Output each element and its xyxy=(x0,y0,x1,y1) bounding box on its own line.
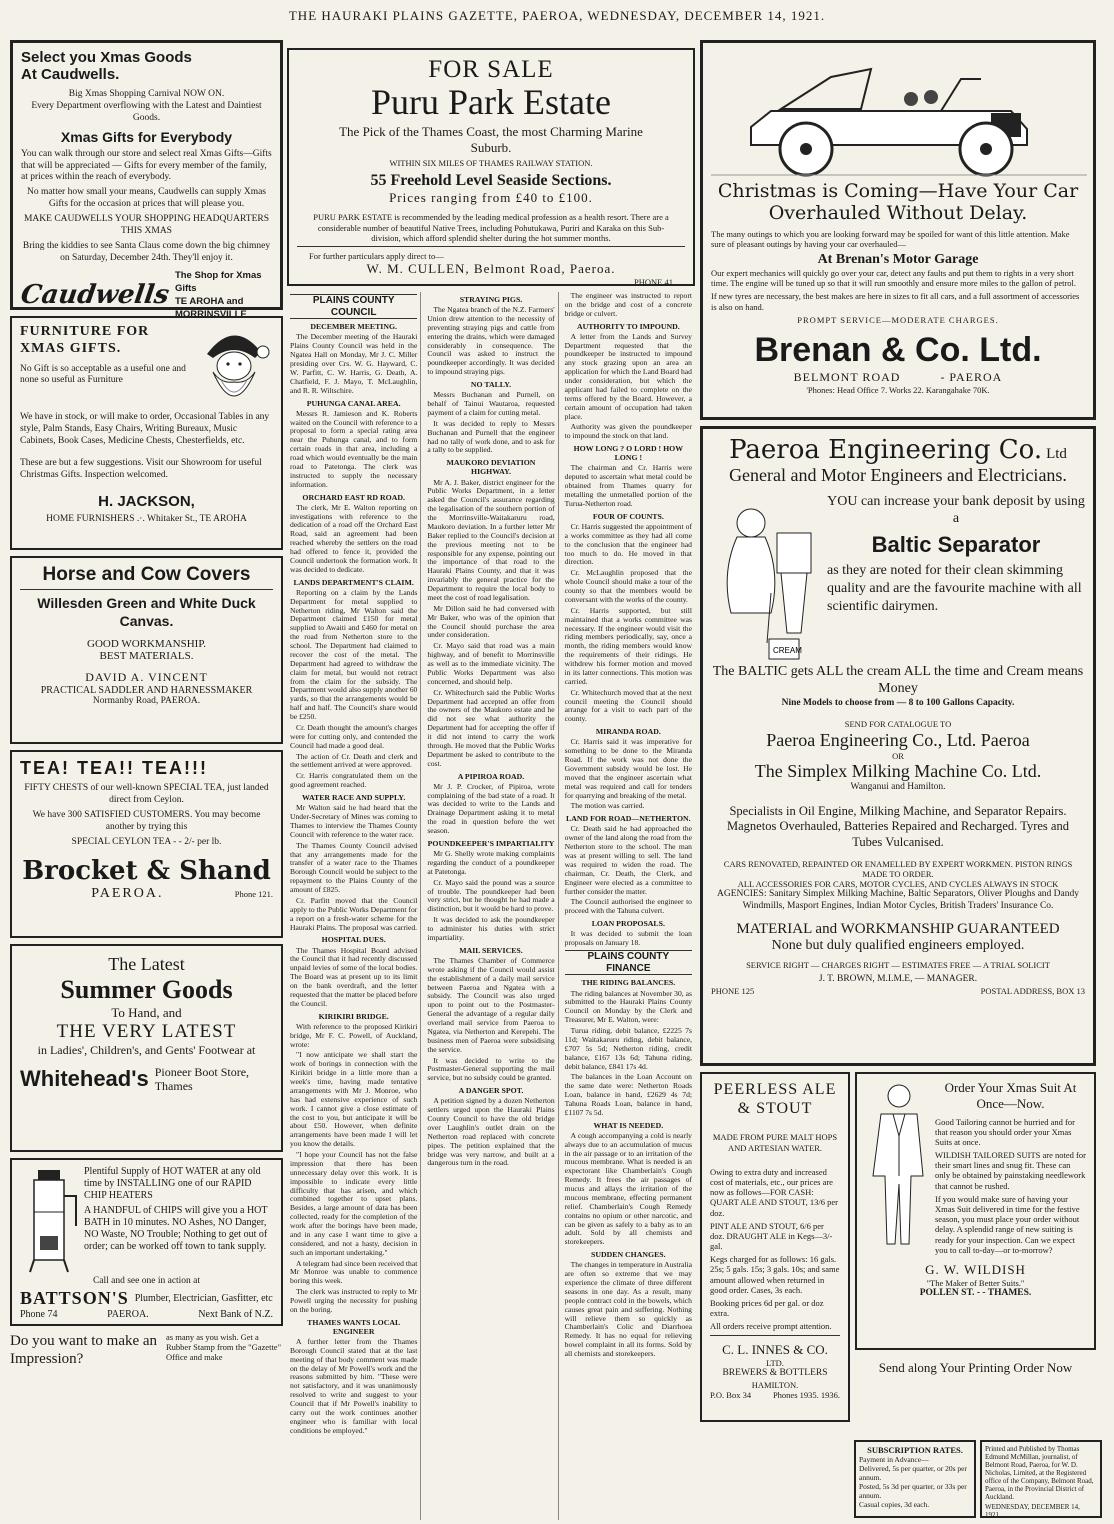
whitehead-line4: THE VERY LATEST xyxy=(56,1021,237,1042)
news-paragraph: It was decided to write to the Postmaster-General supporting the mail service, but no subsidy could be granted. xyxy=(427,1055,555,1083)
lower-right-ads xyxy=(700,1072,1096,1422)
news-paragraph: Turua riding, debit balance, £2225 7s 11d; Waitakaruru riding, debit balance, £707 5s 5d; Netherton riding, credit balance, £167 13s 6d; Tahuna riding, debit balance, £841 17s 4d. xyxy=(564,1026,692,1071)
motor-car-icon xyxy=(711,49,1087,181)
impression-text: as many as you wish. Get a Rubber Stamp from the "Gazette" Office and make xyxy=(166,1332,282,1363)
news-columns xyxy=(287,292,695,1520)
peerless-para3: PINT ALE AND STOUT, 6/6 per doz. DRAUGHT ALE in Kegs—3/- gal. xyxy=(710,1220,833,1252)
wildish-name: G. W. WILDISH xyxy=(925,1261,1026,1277)
engineering-catalogue: SEND FOR CATALOGUE TO xyxy=(844,719,952,730)
innes-brewers: BREWERS & BOTTLERS xyxy=(722,1367,828,1378)
news-paragraph: Mr J. P. Crocker, of Pipiroa, wrote complaining of the bad state of a road. It was decided to write to the Lands and Drainage Department asking it to metal the road in question before the wet season. xyxy=(427,781,555,836)
news-paragraph: The balances in the Loan Account on the same date were: Netherton Roads Loan, balance in hand, £2629 4s 7d; Tahuna Roads Loan, balance in hand, £1107 7s 5d. xyxy=(564,1072,692,1117)
puru-for-sale: FOR SALE xyxy=(428,56,554,83)
caudwells-heading: Select you Xmas Goods xyxy=(21,49,192,66)
engineering-specialists: Specialists in Oil Engine, Milking Machine, and Separator Repairs. Magnetos Overhauled, Batteries Repaired and Recharged. Tyres and Tubes Vulcanised. xyxy=(727,803,1069,849)
jackson-name: H. JACKSON, xyxy=(98,493,195,511)
news-paragraph: "I hope your Council has not the false impression that there has been unnecessary delay over this work. It is impossible to indicate every little difficulty that has arisen, and which combined together to upset plans. Besides, a large amount of data has been collected, ready for the completion of the work after the borings have been made, and in any case I want time to give a considered, and not a hasty, decision in such an important undertaking." xyxy=(290,1150,418,1257)
puru-agent: W. M. CULLEN, Belmont Road, Paeroa. xyxy=(366,261,616,277)
wildish-para1: Good Tailoring cannot be hurried and for that reason you should order your Xmas Suits at once. xyxy=(935,1116,1075,1147)
brenan-town: - PAEROA xyxy=(940,370,1003,384)
news-paragraph: The motion was carried. xyxy=(570,801,645,811)
news-paragraph: Cr. Death said he had approached the owner of the land along the road from the Netherton store to the school. The man was at present willing to sell. The land was required to widen the road. The chairman, Cr. Death, the Clerk, and Engineer were elected as a committee to further consider the matter. xyxy=(564,824,692,896)
caudwells-para1: You can walk through our store and select real Xmas Gifts—Gifts that will be appreciated — Gifts for every member of the family, at prices within the reach of everybody. xyxy=(21,148,272,183)
right-column xyxy=(700,40,1096,1422)
imprint-box xyxy=(980,1440,1102,1518)
news-subheading: POUNDKEEPER'S IMPARTIALITY xyxy=(427,838,555,848)
news-subheading: PUHUNGA CANAL AREA. xyxy=(306,398,401,408)
whitehead-line5: in Ladies', Children's, and Gents' Footwear at xyxy=(37,1043,256,1057)
peerless-para6: All orders receive prompt attention. xyxy=(710,1321,832,1332)
battson-ad xyxy=(10,1158,283,1326)
news-paragraph: Mr G. Shelly wrote making complaints regarding the conduct of a poundkeeper at Patetonga. xyxy=(427,849,555,876)
news-subheading: WHAT IS NEEDED. xyxy=(593,1120,664,1130)
news-paragraph: It was decided to reply to Messrs Buchanan and Purnell that the engineer had no tally of work done, and to ask for a tally to be supplied. xyxy=(427,418,555,455)
simplex-name: The Simplex Milking Machine Co. Ltd. xyxy=(754,760,1042,781)
news-paragraph: "I now anticipate we shall start the work of borings in connection with the Kirikiri bridge in a little more than a week's time, having made tentative arrangements with Mr J. Monroe, who has had extensive experience of such work. I cannot give a close estimate of the cost to you, but anticipate it will be about £50. However, when definite arrangements have been made I will let you know the details. xyxy=(290,1050,418,1149)
battson-trade: Plumber, Electrician, Gasfitter, etc xyxy=(134,1292,273,1304)
caudwells-line1: Big Xmas Shopping Carnival NOW ON. xyxy=(68,89,225,99)
engineering-service: SERVICE RIGHT — CHARGES RIGHT — ESTIMATES FREE — A TRIAL SOLICIT xyxy=(746,959,1050,970)
innes-ltd: LTD. xyxy=(766,1357,784,1368)
wildish-address: POLLEN ST. - - THAMES. xyxy=(919,1288,1032,1299)
battson-para2: A HANDFUL of CHIPS will give you a HOT BATH in 10 minutes. NO Ashes, NO Danger, NO Waste, NO Trouble; Nothing to get out of order; can be worked off town to tank supply. xyxy=(84,1205,268,1252)
peerless-para5: Booking prices 6d per gal. or doz extra. xyxy=(710,1298,824,1319)
news-paragraph: Cr. Mayo said that road was a main highway, and of benefit to Morrinsville as well as to the immediate vicinity. The Public Works Department was also concerned, and should help. xyxy=(427,641,555,686)
vincent-address: Normanby Road, PAEROA. xyxy=(92,696,201,707)
wildish-heading: Order Your Xmas Suit At Once—Now. xyxy=(944,1080,1077,1112)
caudwells-gifts-heading: Xmas Gifts for Everybody xyxy=(60,128,233,145)
news-paragraph: Mr Dillon said he had conversed with Mr Baker, who was of the opinion that the Council should purchase the area under consideration. xyxy=(427,603,555,640)
news-paragraph: It was decided to submit the loan proposals on January 18. xyxy=(564,929,692,948)
tea-town: PAEROA. xyxy=(91,886,164,902)
innes-box: P.O. Box 34 xyxy=(710,1389,752,1400)
subscription-heading: SUBSCRIPTION RATES. xyxy=(867,1445,963,1455)
innes-town: HAMILTON. xyxy=(751,1379,799,1390)
subscription-line2: Delivered, 5s per quarter, or 20s per annum. xyxy=(859,1464,967,1483)
wildish-para3: If you would make sure of having your Xmas Suit delivered in time for the festive season, you must place your order without delay. A splendid range of new suiting is ready for your inspection. Can we expect you to call to-day—or to-morrow? xyxy=(935,1193,1080,1255)
news-paragraph: A telegram had since been received that Mr Monroe was unable to commence boring this week. xyxy=(290,1258,418,1286)
news-subheading: MAIL SERVICES. xyxy=(459,945,523,955)
news-paragraph: Cr. Whitechurch moved that at the next council meeting the Council should arrange for a visit to each part of the county. xyxy=(564,687,692,724)
caudwells-tagline: The Shop for Xmas Gifts xyxy=(174,269,262,294)
engineering-ltd: Ltd xyxy=(1046,446,1067,462)
puru-distance: WITHIN SIX MILES OF THAMES RAILWAY STATION. xyxy=(389,158,593,169)
jackson-para2: We have in stock, or will make to order, Occasional Tables in any style, Palm Stands, Easy Chairs, Writing Bureaux, Music Cabinets, Book Cases, Medicine Chests, Chesterfields, etc. xyxy=(20,412,270,446)
news-paragraph: Authority was given the poundkeeper to impound the stock on that land. xyxy=(564,422,692,441)
news-paragraph: The engineer was instructed to report on the bridge and cost of a concrete bridge or culvert. xyxy=(564,291,692,318)
news-paragraph: A further letter from the Thames Borough Council stated that at the last meeting of that body comment was made on the delay of Mr Powell's work and the reasons submitted by him. "These were not satisfactory, and it was unanimously resolved to write and suggest to your Council that if Mr Powell's inability to carry out the work continues another engineer who is familiar with local conditions be employed." xyxy=(290,1336,418,1435)
news-paragraph: The Thames County Council advised that any arrangements made for the transfer of a water race to the Thames Borough Council would be subject to the repayment to the Plains County of the amount of £825. xyxy=(290,840,418,895)
news-paragraph: The riding balances at November 30, as submitted to the Hauraki Plains County Council on Monday by the Clerk and Treasurer, Mr E. Walton, were: xyxy=(564,988,692,1025)
news-paragraph: It was decided to ask the poundkeeper to administer his duties with strict impartiality. xyxy=(427,915,555,942)
vincent-ad xyxy=(10,556,283,744)
news-subheading: A PIPIROA ROAD. xyxy=(457,771,525,781)
news-subheading: THE RIDING BALANCES. xyxy=(581,978,676,988)
puru-prices: Prices ranging from £40 to £100. xyxy=(389,190,593,206)
subscription-line3: Posted, 5s 3d per quarter, or 33s per annum. xyxy=(859,1482,967,1501)
whitehead-name: Whitehead's xyxy=(20,1065,149,1091)
news-paragraph: The December meeting of the Hauraki Plains County Council was held in the Ngatea Hall on Monday, Mr J. C. Miller presiding over Crs. W. G. Hayward, C. W. Parfitt, C. W. Harris, G. Death, A. Chatfield, F. J. Mayo, T. McLaughlin, and R. R. Wiltschire. xyxy=(290,332,418,395)
brenan-service: PROMPT SERVICE—MODERATE CHARGES. xyxy=(797,314,999,325)
brenan-garage: At Brenan's Motor Garage xyxy=(817,252,979,268)
news-paragraph: With reference to the proposed Kirikiri bridge, Mr F. C. Powell, of Auckland, wrote: xyxy=(290,1021,418,1049)
news-paragraph: Cr. Harris said it was imperative for something to be done to the Miranda Road. If the work was not done the Government subsidy would be lost. He moved that the engineer ascertain what metal was required and call for tenders for quarrying and breaking of the metal. xyxy=(564,737,692,800)
vincent-name: DAVID A. VINCENT xyxy=(85,670,208,685)
brenan-para3: If new tyres are necessary, the best makes are here in sizes to fit all cars, and a full assortment of accessories is also on hand. xyxy=(711,291,1080,312)
separator-machine-icon xyxy=(711,493,821,663)
impression-heading: Do you want to make an Impression? xyxy=(10,1333,158,1367)
engineering-para2: as they are noted for their clean skimming quality and are the favourite machine with all scientific dairymen. xyxy=(827,562,1082,614)
whitehead-line3: To Hand, and xyxy=(111,1005,182,1020)
engineering-para3: The BALTIC gets ALL the cream ALL the time and Cream means Money xyxy=(712,663,1084,697)
news-paragraph: Cr. Death thought the amount's charges were for cutting only, and contended the Council had made a good deal. xyxy=(290,722,418,750)
engineering-ad xyxy=(700,426,1096,1066)
vincent-line2: BEST MATERIALS. xyxy=(99,650,194,663)
news-paragraph: Cr. Harris suggested the appointment of a works committee as they had all come to the conclusion that the engineer had too much to do. He moved in that direction. xyxy=(564,521,692,567)
news-subheading: LOAN PROPOSALS. xyxy=(591,919,665,929)
peerless-heading: PEERLESS ALE & STOUT xyxy=(713,1081,837,1118)
news-paragraph: The Council authorised the engineer to proceed with the Tahuna culvert. xyxy=(564,897,692,916)
puru-description: PURU PARK ESTATE is recommended by the leading medical profession as a health resort. There are a considerable number of beautiful Native Trees, including Pohutukawa, Puriri and Karaka on this Sub-division, which afford splendid shelter during the hot summer months. xyxy=(313,212,669,243)
chip-heater-icon xyxy=(20,1166,80,1276)
tea-merchant-name: Brocket & Shand xyxy=(22,856,271,887)
engineering-phone: PHONE 125 xyxy=(711,985,755,996)
jackson-heading: FURNITURE FOR XMAS GIFTS. xyxy=(20,324,150,356)
engineering-para1: YOU can increase your bank deposit by using a xyxy=(827,493,1085,527)
news-paragraph: The Thames Chamber of Commerce wrote asking if the Council would assist the establishment of a daily mail service between Paeroa and Ngatea with a subsidy. The Council was also urged upon to point out to the Postmaster-General the advantage of a regular daily overland mail service from Paeroa to Ngatea, via Netherton and Kerepehi. The business men of Paeroa were subsidising the service. xyxy=(427,955,555,1054)
innes-name: C. L. INNES & CO. xyxy=(722,1341,828,1357)
news-subheading: WATER RACE AND SUPPLY. xyxy=(302,793,406,803)
news-column-2 xyxy=(424,292,558,1520)
news-paragraph: The Thames Hospital Board advised the Council that it had recently discussed unpaid levies of some of the local bodies. The Board was at present up to its limit on the bank overdraft, and the letter requested that the matter be placed before the Council. xyxy=(290,945,418,1008)
santa-claus-icon xyxy=(195,324,273,412)
engineering-accessories: ALL ACCESSORIES FOR CARS, MOTOR CYCLES, AND CYCLES ALWAYS IN STOCK xyxy=(737,878,1059,889)
engineering-manager: J. T. BROWN, M.I.M.E, — MANAGER. xyxy=(818,974,978,985)
news-subheading: MAUKORO DEVIATION HIGHWAY. xyxy=(446,458,536,477)
wildish-tagline: "The Maker of Better Suits." xyxy=(926,1277,1025,1288)
news-paragraph: The action of Cr. Death and clerk and the settlement arrived at were approved. xyxy=(290,751,418,770)
news-paragraph: A letter from the Lands and Survey Department requested that the poundkeeper be instructed to impound any stock grazing upon an area an application for which the Land Board had under consideration, but which the applicant had failed to complete on the terms offered by the Board. However, a certain amount of occupation had taken place. xyxy=(564,331,692,421)
engineering-or: OR xyxy=(892,750,904,761)
brenan-name: Brenan & Co. Ltd. xyxy=(754,331,1042,369)
news-subheading: KIRIKIRI BRIDGE. xyxy=(318,1011,389,1021)
caudwells-para4: Bring the kiddies to see Santa Claus come down the big chimney on Saturday, December 24th. They'll enjoy it. xyxy=(22,240,271,263)
caudwells-town2: MORRINSVILLE xyxy=(174,309,247,321)
engineering-paeroa: Paeroa Engineering Co., Ltd. Paeroa xyxy=(766,729,1030,750)
news-paragraph: Cr. Harris congratulated them on the good agreement reached. xyxy=(290,771,418,790)
news-paragraph: Cr. Whitechurch said the Public Works Department had accepted an offer from the owners of the Maukoro estate and he did not see what authority the Department had for accepting the offer if it did not intend to carry the work through. He moved that the Public Works Department be asked to contribute to the cost. xyxy=(427,687,555,768)
whitehead-line2: Summer Goods xyxy=(60,975,233,1004)
puru-sections: 55 Freehold Level Seaside Sections. xyxy=(370,172,612,190)
news-paragraph: The chairman and Cr. Harris were deputed to ascertain what metal could be obtained from Thames quarry for metalling the unmetalled portion of the Turua-Netherton road. xyxy=(564,463,692,508)
jackson-ad xyxy=(10,316,283,550)
news-subheading: FOUR OF COUNTS. xyxy=(592,511,664,521)
news-paragraph: Cr. Mayo said the pound was a source of trouble. The poundkeeper had been very strict, but he thought he had made a distinction, but it would be hard to prove. xyxy=(427,877,555,914)
imprint-text: Printed and Published by Thomas Edmund McMillan, journalist, of Belmont Road, Paeroa, for W. D. Nicholas, Limited, at the Registered office of the Company, Belmont Road, Paeroa, in the Provincial District of Auckland. xyxy=(985,1445,1094,1502)
caudwells-para2: No matter how small your means, Caudwells can supply Xmas Gifts for the occasion at prices that will please you. xyxy=(26,187,267,210)
news-subheading: THAMES WANTS LOCAL ENGINEER xyxy=(307,1317,401,1336)
engineering-agencies: AGENCIES: Sanitary Simplex Milking Machine, Baltic Separators, Oliver Ploughs and Dandy Windmills, Masport Engines, Indian Motor Cycles, British Traders' Insurance Co. xyxy=(716,889,1079,912)
news-subheading: AUTHORITY TO IMPOUND. xyxy=(576,321,680,331)
wildish-para2: WILDISH TAILORED SUITS are noted for their smart lines and snug fit. These can only be obtained by painstaking needlework that cannot be rushed. xyxy=(935,1150,1086,1191)
subscription-line1: Payment in Advance— xyxy=(859,1455,929,1465)
news-paragraph: Cr. Parfitt moved that the Council apply to the Public Works Department for a report on a fresh-water scheme for the Hauraki Plains. The proposal was carried. xyxy=(290,895,418,932)
news-subheading: ORCHARD EAST RD ROAD. xyxy=(302,492,405,502)
cream-label: CREAM xyxy=(773,645,802,655)
battson-phone: Phone 74 xyxy=(20,1308,58,1320)
news-subheading: STRAYING PIGS. xyxy=(459,295,523,304)
news-column-1 xyxy=(287,292,421,1520)
news-subheading: LAND FOR ROAD—NETHERTON. xyxy=(566,814,691,824)
news-subheading: SUDDEN CHANGES. xyxy=(591,1250,666,1260)
news-subheading: A DANGER SPOT. xyxy=(458,1086,524,1096)
news-paragraph: The clerk, Mr E. Walton reporting on investigations with reference to the dedication of a road off the Orchard East Road, said an agreement had been reached whereby the settlers on the road had offered to fence it, provided the Council undertook the formation work. It was decided to dedicate. xyxy=(290,502,418,574)
engineering-name: Paeroa Engineering Co. xyxy=(729,435,1043,465)
battson-para1: Plentiful Supply of HOT WATER at any old time by INSTALLING one of our RAPID CHIP HEATERS xyxy=(84,1166,261,1201)
brenan-para2: Our expert mechanics will quickly go over your car, detect any faults and put them to rights in a very short time. The engine will be tuned up so that it will run smoothly and ensure more miles to the gallon of petrol. xyxy=(711,268,1077,289)
brenan-road: BELMONT ROAD xyxy=(793,370,901,384)
battson-town: PAEROA. xyxy=(107,1308,149,1320)
news-paragraph: Messrs R. Jamieson and K. Roberts waited on the Council with reference to a proposal to form a special rating area near the Puhunga canal, and to form certain roads in that area, including a road which would eventually be the main road to Patetonga. The clerk was instructed to supply the necessary information. xyxy=(290,408,418,489)
vincent-line1: GOOD WORKMANSHIP. xyxy=(87,638,206,651)
engineering-box: POSTAL ADDRESS, BOX 13 xyxy=(980,985,1085,996)
news-paragraph: Cr. Harris supported, but still maintained that a works committee was necessary. If the engineer would visit the riding members periodically, say, once a month, the riding members would know the requirements of their ridings. He withdrew his former motion and moved in its latter connections. This motion was carried. xyxy=(564,605,692,686)
tea-para3: SPECIAL CEYLON TEA - - 2/- per lb. xyxy=(71,836,222,847)
puru-estate-name: Puru Park Estate xyxy=(371,82,611,122)
meeting-heading: DECEMBER MEETING. xyxy=(310,322,397,332)
peerless-para2: Owing to extra duty and increased cost of materials, etc., our prices are now as follows—FOR CASH: QUART ALE AND STOUT, 13/6 per doz. xyxy=(710,1166,838,1218)
tea-heading: TEA! TEA!! TEA!!! xyxy=(20,758,208,778)
brenan-phones: 'Phones: Head Office 7. Works 22. Karangahake 70K. xyxy=(806,385,990,395)
left-column xyxy=(10,40,283,1368)
engineering-guarantee: MATERIAL and WORKMANSHIP GUARANTEED xyxy=(736,920,1060,937)
peerless-ad xyxy=(700,1072,850,1422)
brenan-ad xyxy=(700,40,1096,420)
engineering-subheading: General and Motor Engineers and Electricians. xyxy=(729,465,1067,485)
tailored-suit-man-icon xyxy=(865,1080,931,1250)
jackson-para1: No Gift is so acceptable as a useful one and none so useful as Furniture xyxy=(20,363,186,386)
puru-tagline: The Pick of the Thames Coast, the most Charming Marine Suburb. xyxy=(339,123,643,156)
tea-para2: We have 300 SATISFIED CUSTOMERS. You may become another by trying this xyxy=(32,809,261,832)
caudwells-para3: MAKE CAUDWELLS YOUR SHOPPING HEADQUARTERS THIS XMAS xyxy=(23,214,270,236)
tea-phone: Phone 121. xyxy=(234,889,273,900)
news-subheading: LANDS DEPARTMENT'S CLAIM. xyxy=(293,577,414,587)
brenan-heading: Christmas is Coming—Have Your Car Overhauled Without Delay. xyxy=(717,180,1079,224)
engineering-models: Nine Models to choose from — 8 to 100 Gallons Capacity. xyxy=(781,697,1015,708)
whitehead-ad xyxy=(10,944,283,1152)
caudwells-line2: Every Department overflowing with the Latest and Daintiest Goods. xyxy=(31,100,262,123)
battson-name: BATTSON'S xyxy=(20,1287,129,1308)
news-subheading: MIRANDA ROAD. xyxy=(595,727,661,737)
brenan-para1: The many outings to which you are looking forward may be spoiled for want of this little attention. Make sure of pleasant outings by having your car overhauled— xyxy=(711,228,1070,249)
bottom-notices xyxy=(854,1440,1102,1518)
jackson-address: HOME FURNISHERS .·. Whitaker St., TE AROHA xyxy=(46,514,247,525)
news-paragraph: Messrs Buchanan and Purnell, on behalf of Tainui Wautaroa, requested payment of a claim for cutting metal. xyxy=(427,390,555,417)
news-paragraph: The Ngatea branch of the N.Z. Farmers' Union drew attention to the necessity of preventing straying pigs and cattle from entering the drains, which were damaged considerably in consequence. The Council was asked to instruct the poundkeeper accordingly. It was decided to impound straying pigs. xyxy=(427,305,555,377)
printing-notice: Send along Your Printing Order Now xyxy=(878,1360,1073,1375)
news-paragraph: The changes in temperature in Australia are often so extreme that we may experience the climate of three different seasons in one day. As a result, many people contract cold in the bowels, which causes great pain and suffering. Nothing will relieve them so quickly as Chamberlain's Colic and Diarrhoea Remedy. It has no equal for relieving bowel complaint in all its forms. Sold by all chemists and storekeepers. xyxy=(564,1260,692,1359)
peerless-para4: Kegs charged for as follows: 16 gals. 25s; 5 gals. 15s; 3 gals. 10s; and same amount allowed when returned in good order. Cases, 3s each. xyxy=(710,1254,840,1295)
news-subheading: NO TALLY. xyxy=(470,380,512,390)
vincent-trade: PRACTICAL SADDLER AND HARNESSMAKER xyxy=(40,685,253,697)
battson-para3: Call and see one in action at xyxy=(92,1276,201,1286)
engineering-cars: CARS RENOVATED, REPAINTED OR ENAMELLED BY EXPERT WORKMEN. PISTON RINGS MADE TO ORDER. xyxy=(723,858,1073,879)
peerless-para1: MADE FROM PURE MALT HOPS AND ARTESIAN WATER. xyxy=(712,1132,838,1153)
engineering-qualified: None but duly qualified engineers employed. xyxy=(771,937,1025,953)
battson-next: Next Bank of N.Z. xyxy=(198,1308,273,1320)
caudwells-ad xyxy=(10,40,283,321)
masthead: THE HAURAKI PLAINS GAZETTE, PAEROA, WEDNESDAY, DECEMBER 14, 1921. xyxy=(288,8,826,23)
news-paragraph: The clerk was instructed to reply to Mr Powell urging the necessity for pushing on the boring. xyxy=(290,1287,418,1314)
baltic-heading: Baltic Separator xyxy=(871,531,1041,557)
puru-phone: PHONE 41 xyxy=(634,277,673,288)
news-paragraph: Mr Walton said he had heard that the Under-Secretary of Mines was coming to Thames to interview the Thames County Council with reference to the water race. xyxy=(290,803,418,839)
news-paragraph: A petition signed by a dozen Netherton settlers urged upon the Hauraki Plains County Council to have the old bridge over Laughlin's outlet drain on the Netherton road replaced with concrete pipes. The petition explained that the bridge was very narrow, and built at a dangerous turn in the road. xyxy=(427,1096,555,1168)
council-heading: PLAINS COUNTY COUNCIL xyxy=(290,294,417,319)
jackson-para3: These are but a few suggestions. Visit our Showroom for useful Christmas Gifts. Inspection welcomed. xyxy=(20,457,262,480)
impression-ad xyxy=(10,1332,283,1368)
puru-park-ad xyxy=(287,48,695,286)
whitehead-line1: The Latest xyxy=(108,954,185,974)
caudwells-subheading: At Caudwells. xyxy=(21,66,120,83)
innes-phones: Phones 1935. 1936. xyxy=(772,1389,840,1400)
news-paragraph: A cough accompanying a cold is nearly always due to an accumulation of mucus in the air passage or to an irritation of the mucous membrane. What is needed is an expectorant like Chamberlain's Cough Remedy. It frees the air passages of mucus and allays the irritation of the mucous membrane, effecting permanent relief. Chamberlain's Cough Remedy contains no opium or other narcotic, and can be given as safely to a baby as to an adult. Sold by all chemists and storekeepers. xyxy=(564,1130,692,1247)
subscription-box xyxy=(854,1440,976,1518)
tea-ad xyxy=(10,750,283,938)
subscription-line4: Casual copies, 3d each. xyxy=(859,1500,930,1510)
finance-heading: PLAINS COUNTY FINANCE xyxy=(565,950,692,975)
vincent-subheading: Willesden Green and White Duck Canvas. xyxy=(37,595,256,630)
whitehead-tagline: Pioneer Boot Store, Thames xyxy=(154,1064,250,1093)
caudwells-town1: TE AROHA and xyxy=(174,296,244,308)
caudwells-logo: Caudwells xyxy=(18,280,172,311)
news-column-3 xyxy=(562,292,695,1520)
simplex-towns: Wanganui and Hamilton. xyxy=(850,781,946,792)
news-paragraph: Reporting on a claim by the Lands Department for metal supplied to Netherton riding, Mr Walton said the Department claimed £150 for metal supplied to Awaiti and £460 for metal on the road from Netherton store to the school. The Department had claimed to recover the cost of the metal. The Department had agreed to withdraw the claim for metal, but would not retract from the claim for the subsidy. The Department would also supply another 60 yards, so that the arrangements would be half and half. The Council's share would be £250. xyxy=(290,587,418,722)
news-subheading: HOSPITAL DUES. xyxy=(321,935,386,945)
news-subheading: HOW LONG ? O LORD ! HOW LONG ! xyxy=(573,444,684,463)
vincent-heading: Horse and Cow Covers xyxy=(42,564,251,585)
news-paragraph: Cr. McLaughlin proposed that the whole Council should make a tour of the county so that the members would be conversant with the works of the county. xyxy=(564,568,692,604)
wildish-ad xyxy=(855,1072,1096,1350)
news-paragraph: Mr A. J. Baker, district engineer for the Public Works Department, in a letter asked the Council's assurance regarding the legalisation of the southern portion of the Morrinsville-Waitakaruru road, Maukoro deviation. In a further letter Mr Baker replied to the Council's decision at the previous meeting not to be responsible for any expense, pointing out the importance of that road to the Hauraki Plains County, and that it was invariably the general practice for the Department to require the local body to meet the cost of road legalisation. xyxy=(427,477,555,602)
tea-para1: FIFTY CHESTS of our well-known SPECIAL TEA, just landed direct from Ceylon. xyxy=(24,783,269,805)
imprint-date: WEDNESDAY, DECEMBER 14, 1921. xyxy=(985,1503,1080,1520)
puru-apply: For further particulars apply direct to— xyxy=(309,251,444,262)
